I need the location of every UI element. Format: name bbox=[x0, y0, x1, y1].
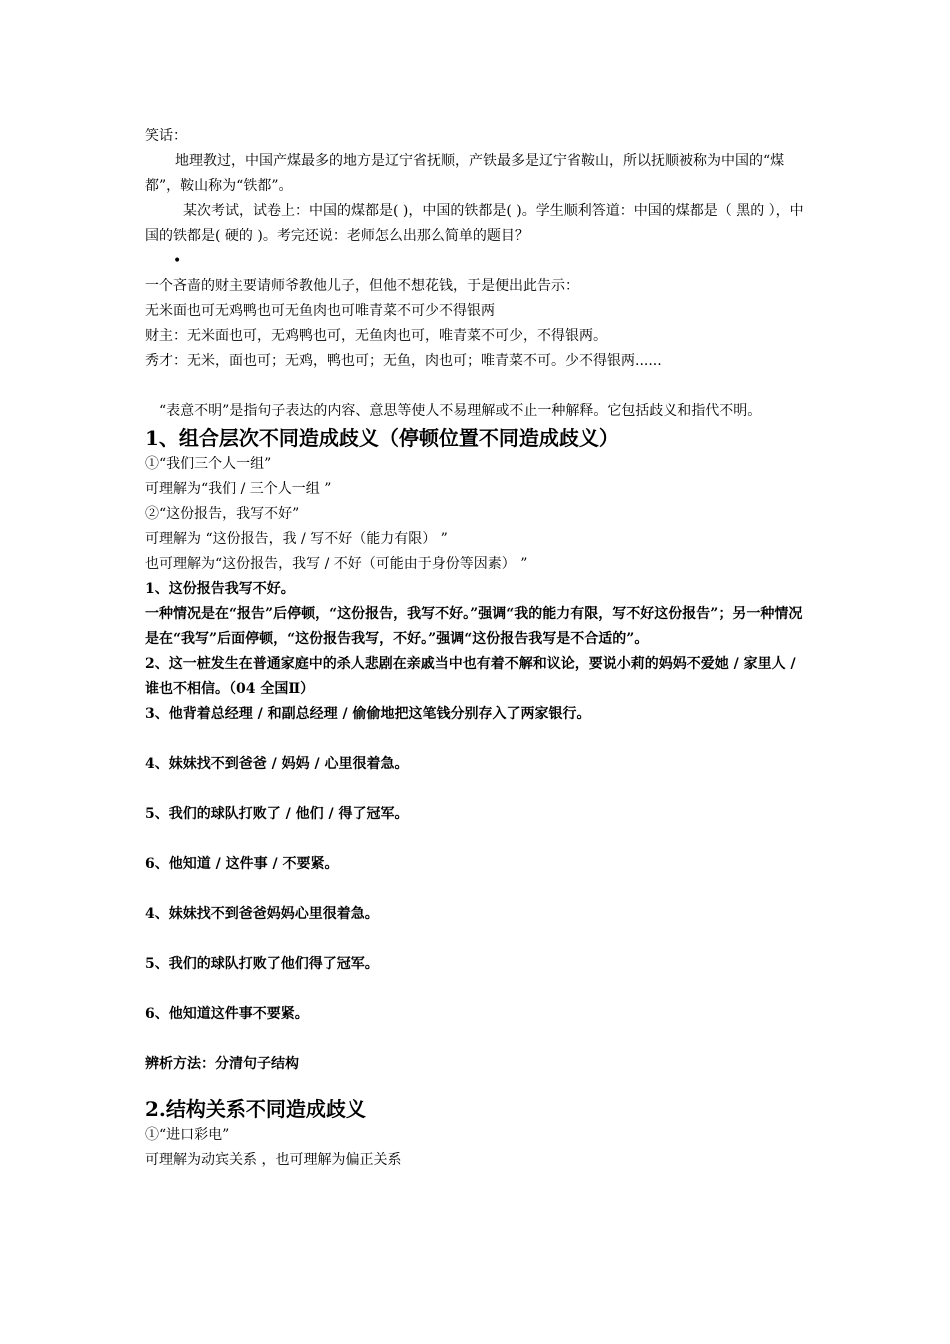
example-1-explanation: 可理解为“我们 / 三个人一组 ” bbox=[145, 481, 332, 497]
definition-paragraph: “表意不明”是指句子表达的内容、意思等使人不易理解或不止一种解释。它包括歧义和指代不明。 bbox=[159, 403, 762, 419]
section-1-heading: 1、组合层次不同造成歧义（停顿位置不同造成歧义） bbox=[145, 426, 619, 450]
question-5: 5、我们的球队打败了 / 他们 / 得了冠军。 bbox=[145, 806, 409, 822]
spacer bbox=[145, 1077, 810, 1095]
spacer bbox=[145, 777, 810, 802]
example-2-explanation-a: 可理解为 “这份报告，我 / 写不好（能力有限） ” bbox=[145, 531, 448, 547]
example-2: ②“这份报告，我写不好” bbox=[145, 506, 300, 522]
question-1-analysis: 一种情况是在“报告”后停顿，“这份报告，我写不好。”强调“我的能力有限，写不好这份报告”；另一种情况是在“我写”后面停顿，“这份报告我写，不好。”强调“这份报告我写是不合适的”。 bbox=[145, 606, 803, 647]
example-2-explanation-b: 也可理解为“这份报告，我写 / 不好（可能由于身份等因素） ” bbox=[145, 556, 528, 572]
joke-paragraph-1: 地理教过，中国产煤最多的地方是辽宁省抚顺，产铁最多是辽宁省鞍山，所以抚顺被称为中国的“煤都”，鞍山称为“铁都”。 bbox=[145, 153, 785, 194]
question-6: 6、他知道 / 这件事 / 不要紧。 bbox=[145, 856, 339, 872]
story-line-4: 秀才：无米，面也可；无鸡，鸭也可；无鱼，肉也可；唯青菜不可。少不得银两...... bbox=[145, 353, 662, 369]
question-4: 4、妹妹找不到爸爸 / 妈妈 / 心里很着急。 bbox=[145, 756, 409, 772]
joke-title: 笑话： bbox=[145, 128, 187, 144]
question-2: 2、这一桩发生在普通家庭中的杀人悲剧在亲戚当中也有着不解和议论，要说小莉的妈妈不爱她 / 家里人 / 谁也不相信。（04 全国Ⅱ） bbox=[145, 656, 796, 697]
question-3: 3、他背着总经理 / 和副总经理 / 偷偷地把这笔钱分别存入了两家银行。 bbox=[145, 706, 591, 722]
spacer bbox=[145, 927, 810, 952]
question-5-plain: 5、我们的球队打败了他们得了冠军。 bbox=[145, 956, 379, 972]
story-line-3: 财主：无米面也可，无鸡鸭也可，无鱼肉也可，唯青菜不可少，不得银两。 bbox=[145, 328, 607, 344]
method-line: 辨析方法：分清句子结构 bbox=[145, 1056, 299, 1072]
question-6-plain: 6、他知道这件事不要紧。 bbox=[145, 1006, 309, 1022]
section-2-heading: 2.结构关系不同造成歧义 bbox=[145, 1097, 366, 1121]
spacer bbox=[145, 877, 810, 902]
bullet-icon: • bbox=[173, 253, 182, 269]
section-2-example-1-explanation: 可理解为动宾关系 ，也可理解为偏正关系 bbox=[145, 1152, 402, 1168]
question-1: 1、这份报告我写不好。 bbox=[145, 581, 295, 597]
spacer bbox=[145, 977, 810, 1002]
story-line-1: 一个吝啬的财主要请师爷教他儿子，但他不想花钱，于是便出此告示： bbox=[145, 278, 579, 294]
section-2-example-1: ①“进口彩电” bbox=[145, 1127, 230, 1143]
joke-paragraph-2: 某次考试，试卷上：中国的煤都是( )，中国的铁都是( )。学生顺利答道：中国的煤都是（ 黑的 ），中国的铁都是( 硬的 )。考完还说：老师怎么出那么简单的题目？ bbox=[145, 203, 804, 244]
spacer bbox=[145, 827, 810, 852]
example-1: ①“我们三个人一组” bbox=[145, 456, 272, 472]
story-line-2: 无米面也可无鸡鸭也可无鱼肉也可唯青菜不可少不得银两 bbox=[145, 303, 495, 319]
spacer bbox=[145, 1027, 810, 1052]
question-4-plain: 4、妹妹找不到爸爸妈妈心里很着急。 bbox=[145, 906, 379, 922]
spacer bbox=[145, 727, 810, 752]
spacer bbox=[145, 374, 810, 399]
document-page bbox=[145, 124, 810, 1173]
